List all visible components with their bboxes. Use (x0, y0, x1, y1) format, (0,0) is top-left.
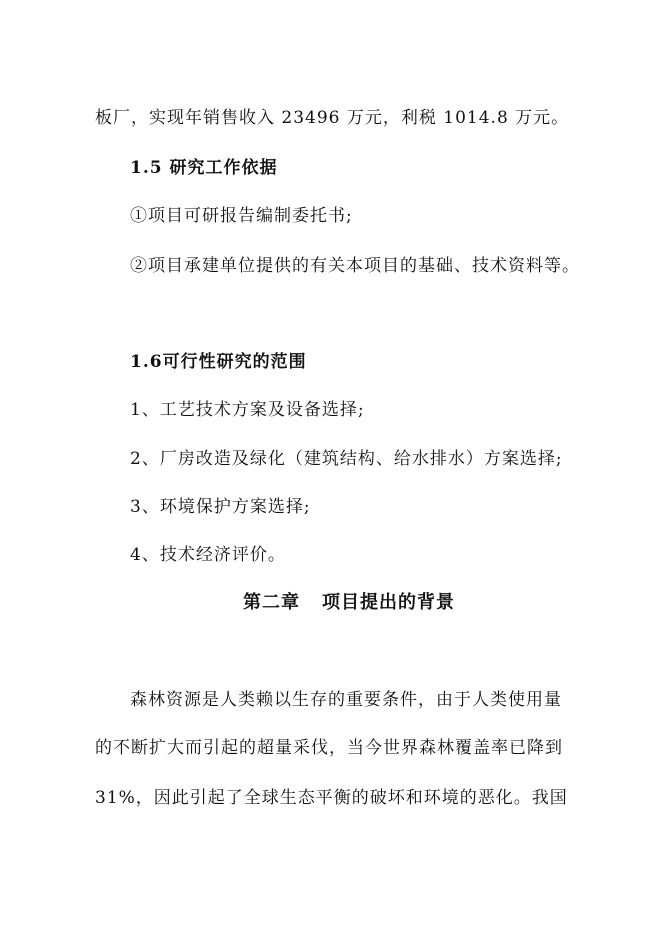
body-paragraph-line: 31%，因此引起了全球生态平衡的破坏和环境的恶化。我国 (95, 788, 568, 808)
section-1-5-heading: 1.5 研究工作依据 (130, 158, 278, 178)
section-1-6-item: 4、技术经济评价。 (130, 545, 286, 565)
section-1-6-item: 3、环境保护方案选择; (130, 497, 311, 517)
body-paragraph-line: 森林资源是人类赖以生存的重要条件，由于人类使用量 (130, 690, 562, 710)
section-1-6-heading: 1.6可行性研究的范围 (130, 352, 307, 372)
chapter-name: 项目提出的背景 (322, 592, 455, 613)
chapter-number: 第二章 (243, 592, 300, 613)
section-1-5-item: ②项目承建单位提供的有关本项目的基础、技术资料等。 (130, 256, 580, 276)
section-1-6-item: 2、厂房改造及绿化（建筑结构、给水排水）方案选择; (130, 449, 563, 469)
body-paragraph-line: 的不断扩大而引起的超量采伐，当今世界森林覆盖率已降到 (95, 738, 563, 758)
chapter-title (243, 591, 455, 615)
continuation-line: 板厂，实现年销售收入 23496 万元，利税 1014.8 万元。 (95, 108, 570, 128)
section-1-5-item: ①项目可研报告编制委托书; (130, 206, 353, 226)
section-1-6-item: 1、工艺技术方案及设备选择; (130, 400, 365, 420)
